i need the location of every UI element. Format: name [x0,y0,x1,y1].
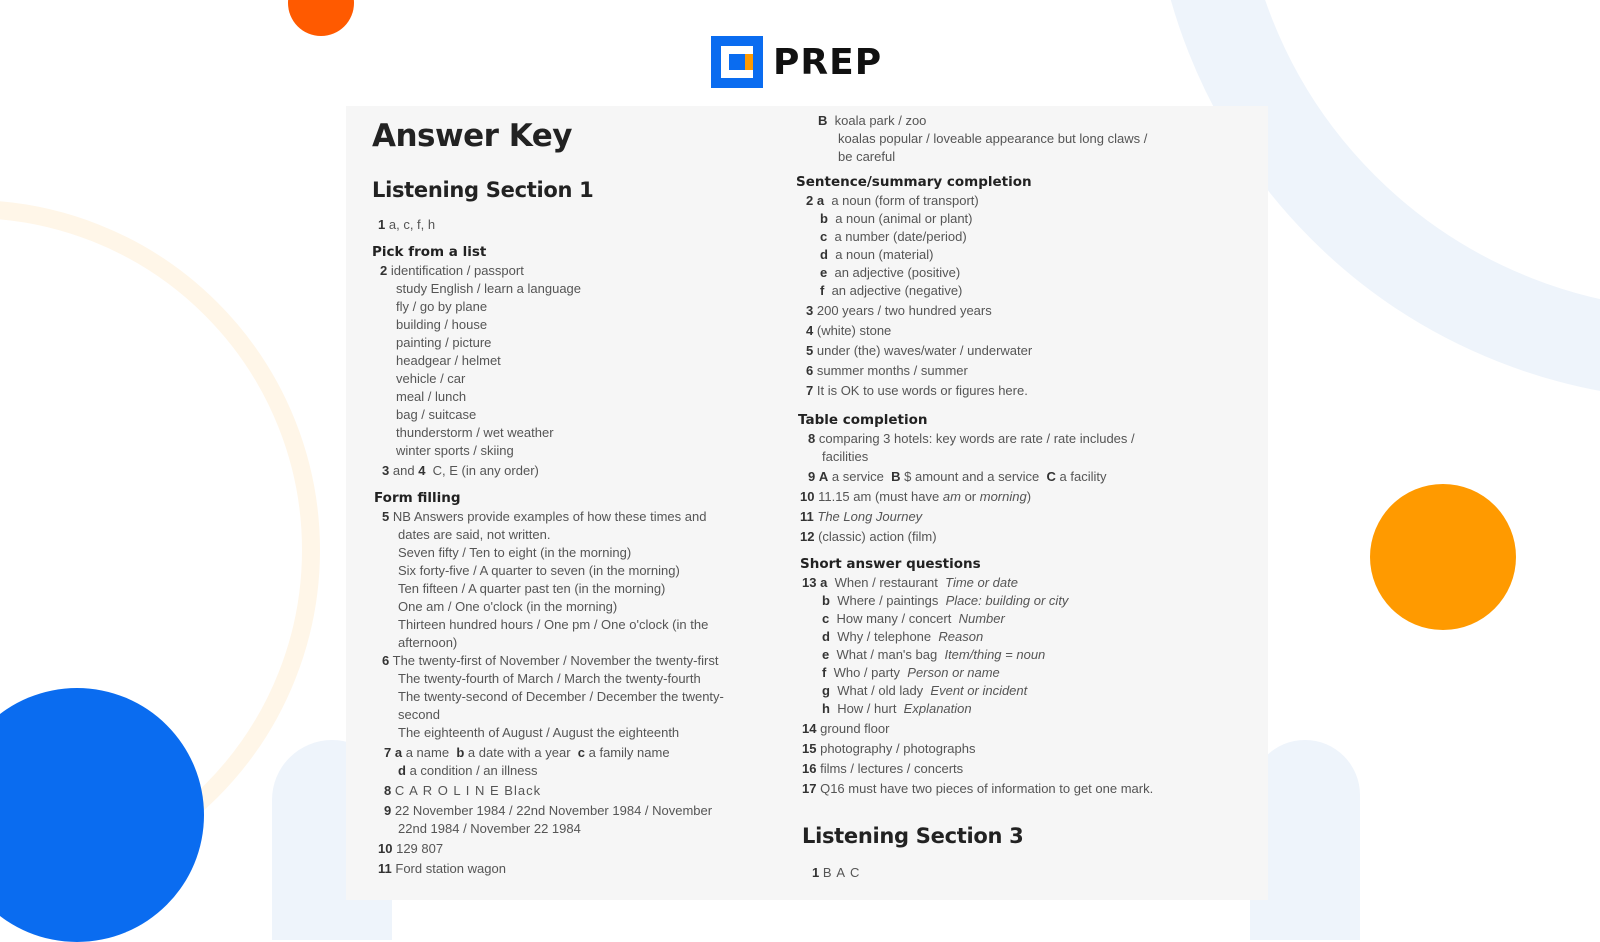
answer-line: d Why / telephone Reason [822,629,984,644]
answer-line: 22nd 1984 / November 22 1984 [398,821,581,836]
answer-line: 4 (white) stone [806,323,892,338]
answer-line: building / house [396,317,488,332]
answer-line: study English / learn a language [396,281,582,296]
prep-logo-icon [711,36,763,88]
answer-line: afternoon) [398,635,458,650]
answer-line: 10 11.15 am (must have am or morning) [800,489,1032,504]
answer-line: headgear / helmet [396,353,501,368]
answer-line: 2 identification / passport [380,263,524,278]
answer-line: 2 a a noun (form of transport) [806,193,979,208]
orange-dot-top [288,0,354,36]
answer-line: The twenty-second of December / December the twenty- [398,689,724,704]
answer-line: The eighteenth of August / August the eighteenth [398,725,680,740]
answer-line: winter sports / skiing [396,443,514,458]
subheading: Table completion [798,412,928,428]
answer-line: 17 Q16 must have two pieces of information to get one mark. [802,781,1154,796]
answer-line: c How many / concert Number [822,611,1005,626]
answer-line: koalas popular / loveable appearance but long claws / [838,131,1148,146]
prep-logo[interactable] [711,36,882,88]
answer-line: 3 and 4 C, E (in any order) [382,463,539,478]
answer-line: e an adjective (positive) [820,265,961,280]
answer-line: 8 comparing 3 hotels: key words are rate / rate includes / [808,431,1135,446]
answer-line: bag / suitcase [396,407,477,422]
answer-line: 9 A a service B $ amount and a service C a facility [808,469,1107,484]
answer-line: 6 summer months / summer [806,363,968,378]
answer-line: 7 a a name b a date with a year c a family name [384,745,670,760]
answer-line: 5 under (the) waves/water / underwater [806,343,1033,358]
answer-line: Seven fifty / Ten to eight (in the morning) [398,545,632,560]
answer-line: thunderstorm / wet weather [396,425,554,440]
answer-line: meal / lunch [396,389,467,404]
answer-line: 11 The Long Journey [800,509,923,524]
answer-line: f an adjective (negative) [820,283,963,298]
orange-circle-right [1370,484,1516,630]
page-title: Answer Key [372,118,572,154]
answer-line: dates are said, not written. [398,527,551,542]
answer-line: d a noun (material) [820,247,934,262]
answer-line: 9 22 November 1984 / 22nd November 1984 / November [384,803,713,818]
answer-line: vehicle / car [396,371,466,386]
answer-line: 12 (classic) action (film) [800,529,937,544]
answer-line: 5 NB Answers provide examples of how these times and [382,509,707,524]
answer-line: 1 a, c, f, h [378,217,436,232]
answer-line: The twenty-fourth of March / March the twenty-fourth [398,671,701,686]
answer-line: facilities [822,449,869,464]
answer-line: second [398,707,440,722]
answer-line: 7 It is OK to use words or figures here. [806,383,1028,398]
prep-logo-text: PREP [773,41,883,83]
answer-line: f Who / party Person or name [822,665,1000,680]
answer-line: fly / go by plane [396,299,488,314]
answer-line: Ten fifteen / A quarter past ten (in the morning) [398,581,666,596]
subheading: Short answer questions [800,556,981,572]
answer-line: Six forty-five / A quarter to seven (in the morning) [398,563,680,578]
section-title: Listening Section 3 [802,824,1024,848]
answer-line: e What / man's bag Item/thing = noun [822,647,1046,662]
answer-line: Thirteen hundred hours / One pm / One o'clock (in the [398,617,709,632]
answer-line: 1 B A C [812,865,861,880]
subheading: Form filling [374,490,461,506]
answer-line: b a noun (animal or plant) [820,211,973,226]
subheading: Sentence/summary completion [796,174,1032,190]
answer-line: h How / hurt Explanation [822,701,972,716]
answer-line: B koala park / zoo [818,113,927,128]
answer-line: 10 129 807 [378,841,444,856]
answer-line: painting / picture [396,335,492,350]
answer-line: 8 C A R O L I N E Black [384,783,542,798]
answer-line: be careful [838,149,896,164]
answer-line: b Where / paintings Place: building or city [822,593,1069,608]
answer-key-page [346,106,1268,900]
answer-line: 11 Ford station wagon [378,861,506,876]
answer-line: 3 200 years / two hundred years [806,303,992,318]
subheading: Pick from a list [372,244,487,260]
answer-line: 13 a When / restaurant Time or date [802,575,1018,590]
section-title: Listening Section 1 [372,178,594,202]
answer-line: 15 photography / photographs [802,741,976,756]
answer-line: c a number (date/period) [820,229,967,244]
answer-line: 14 ground floor [802,721,890,736]
answer-line: g What / old lady Event or incident [822,683,1028,698]
answer-line: d a condition / an illness [398,763,538,778]
answer-line: 6 The twenty-first of November / November the twenty-first [382,653,719,668]
answer-line: One am / One o'clock (in the morning) [398,599,618,614]
answer-line: 16 films / lectures / concerts [802,761,964,776]
